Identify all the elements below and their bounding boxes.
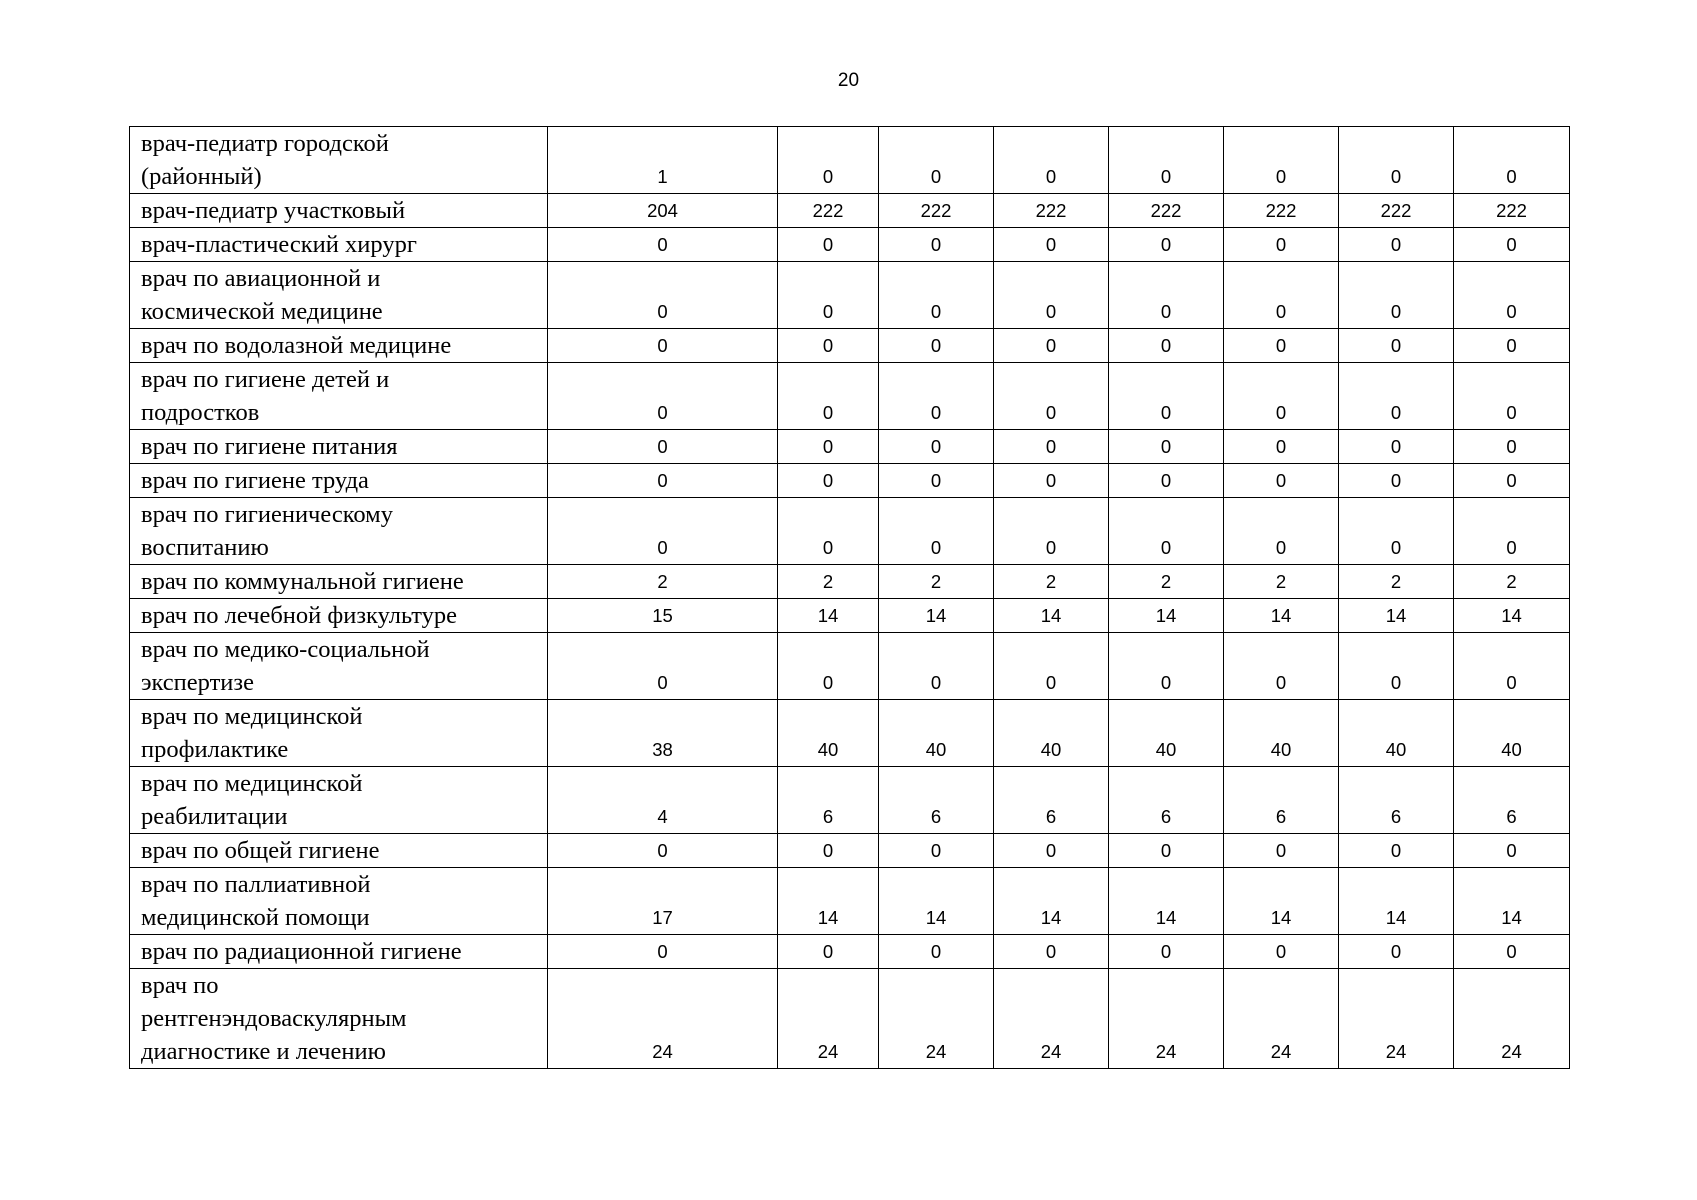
position-name-cell — [130, 363, 548, 430]
value-cell: 0 — [994, 834, 1109, 868]
value-cell: 0 — [1454, 633, 1570, 700]
value-cell: 0 — [1339, 430, 1454, 464]
value-cell: 0 — [879, 363, 994, 430]
value-cell: 0 — [548, 935, 778, 969]
table-row — [130, 834, 1570, 868]
value-cell: 0 — [548, 363, 778, 430]
value-cell: 6 — [1454, 767, 1570, 834]
value-cell: 6 — [778, 767, 879, 834]
value-cell: 0 — [1109, 363, 1224, 430]
value-cell: 4 — [548, 767, 778, 834]
value-cell: 0 — [1454, 935, 1570, 969]
value-cell: 0 — [994, 363, 1109, 430]
table-row — [130, 194, 1570, 228]
value-cell: 0 — [1454, 498, 1570, 565]
value-cell: 0 — [1224, 127, 1339, 194]
table-row — [130, 127, 1570, 194]
value-cell: 24 — [879, 969, 994, 1069]
value-cell: 14 — [879, 868, 994, 935]
table-row — [130, 700, 1570, 767]
value-cell: 14 — [1224, 868, 1339, 935]
value-cell: 0 — [879, 464, 994, 498]
value-cell: 6 — [1224, 767, 1339, 834]
table-row — [130, 599, 1570, 633]
value-cell: 40 — [1109, 700, 1224, 767]
value-cell: 40 — [1454, 700, 1570, 767]
value-cell: 0 — [1224, 935, 1339, 969]
value-cell: 0 — [1339, 498, 1454, 565]
value-cell: 0 — [778, 464, 879, 498]
position-name-cell — [130, 969, 548, 1069]
position-name-cell — [130, 935, 548, 969]
value-cell: 24 — [1454, 969, 1570, 1069]
value-cell: 0 — [1339, 127, 1454, 194]
position-name-line: профилактике — [141, 736, 289, 763]
value-cell: 0 — [994, 464, 1109, 498]
value-cell: 2 — [778, 565, 879, 599]
value-cell: 24 — [1339, 969, 1454, 1069]
value-cell: 0 — [1454, 363, 1570, 430]
table-row — [130, 262, 1570, 329]
value-cell: 2 — [879, 565, 994, 599]
value-cell: 0 — [1109, 329, 1224, 363]
value-cell: 14 — [1454, 599, 1570, 633]
value-cell: 14 — [1109, 868, 1224, 935]
position-name-line: врач по гигиене труда — [141, 467, 369, 494]
value-cell: 2 — [994, 565, 1109, 599]
value-cell: 0 — [1454, 464, 1570, 498]
position-name-line: экспертизе — [141, 669, 254, 696]
value-cell: 14 — [1454, 868, 1570, 935]
value-cell: 0 — [1109, 633, 1224, 700]
position-name-cell — [130, 767, 548, 834]
value-cell: 204 — [548, 194, 778, 228]
value-cell: 0 — [1339, 228, 1454, 262]
value-cell: 24 — [548, 969, 778, 1069]
value-cell: 0 — [548, 498, 778, 565]
position-name-cell — [130, 194, 548, 228]
position-name-line: врач по гигиене питания — [141, 433, 398, 460]
value-cell: 0 — [1339, 262, 1454, 329]
table-row — [130, 767, 1570, 834]
value-cell: 0 — [1224, 498, 1339, 565]
value-cell: 0 — [1224, 329, 1339, 363]
value-cell: 0 — [994, 633, 1109, 700]
value-cell: 0 — [778, 262, 879, 329]
value-cell: 0 — [879, 262, 994, 329]
value-cell: 14 — [1109, 599, 1224, 633]
value-cell: 14 — [778, 599, 879, 633]
position-name-line: рентгенэндоваскулярным — [141, 1005, 407, 1032]
value-cell: 0 — [994, 498, 1109, 565]
value-cell: 0 — [548, 262, 778, 329]
table-body — [130, 127, 1570, 1069]
value-cell: 0 — [1109, 834, 1224, 868]
value-cell: 222 — [1109, 194, 1224, 228]
position-name-line: врач по паллиативной — [141, 871, 371, 898]
value-cell: 0 — [778, 430, 879, 464]
value-cell: 38 — [548, 700, 778, 767]
value-cell: 0 — [548, 633, 778, 700]
value-cell: 0 — [879, 834, 994, 868]
value-cell: 40 — [778, 700, 879, 767]
value-cell: 24 — [1109, 969, 1224, 1069]
value-cell: 0 — [879, 228, 994, 262]
table-row — [130, 935, 1570, 969]
value-cell: 0 — [1454, 228, 1570, 262]
position-name-cell — [130, 464, 548, 498]
position-name-cell — [130, 700, 548, 767]
position-name-line: врач по медико-социальной — [141, 636, 430, 663]
position-name-line: врач по водолазной медицине — [141, 332, 452, 359]
value-cell: 0 — [1339, 464, 1454, 498]
position-name-line: врач по — [141, 972, 219, 999]
value-cell: 222 — [1454, 194, 1570, 228]
position-name-line: космической медицине — [141, 298, 383, 325]
value-cell: 0 — [1339, 363, 1454, 430]
value-cell: 2 — [1109, 565, 1224, 599]
position-name-cell — [130, 633, 548, 700]
position-name-line: врач по гигиене детей и — [141, 366, 390, 393]
value-cell: 0 — [879, 633, 994, 700]
position-name-line: врач по коммунальной гигиене — [141, 568, 464, 595]
value-cell: 14 — [1224, 599, 1339, 633]
value-cell: 0 — [1109, 935, 1224, 969]
value-cell: 0 — [994, 329, 1109, 363]
position-name-cell — [130, 430, 548, 464]
table-row — [130, 228, 1570, 262]
value-cell: 0 — [548, 329, 778, 363]
value-cell: 17 — [548, 868, 778, 935]
value-cell: 0 — [778, 329, 879, 363]
value-cell: 0 — [1109, 228, 1224, 262]
value-cell: 24 — [1224, 969, 1339, 1069]
value-cell: 0 — [778, 834, 879, 868]
value-cell: 6 — [879, 767, 994, 834]
position-name-line: воспитанию — [141, 534, 269, 561]
position-name-cell — [130, 262, 548, 329]
position-name-line: врач-пластический хирург — [141, 231, 417, 258]
value-cell: 0 — [1224, 633, 1339, 700]
value-cell: 0 — [994, 228, 1109, 262]
value-cell: 0 — [1454, 329, 1570, 363]
position-name-line: врач по авиационной и — [141, 265, 381, 292]
value-cell: 0 — [994, 935, 1109, 969]
position-name-cell — [130, 834, 548, 868]
value-cell: 14 — [994, 868, 1109, 935]
value-cell: 0 — [778, 935, 879, 969]
value-cell: 0 — [1454, 834, 1570, 868]
value-cell: 15 — [548, 599, 778, 633]
position-name-cell — [130, 127, 548, 194]
value-cell: 0 — [1109, 498, 1224, 565]
value-cell: 2 — [548, 565, 778, 599]
position-name-line: подростков — [141, 399, 260, 426]
value-cell: 0 — [548, 228, 778, 262]
position-name-line: врач по радиационной гигиене — [141, 938, 462, 965]
value-cell: 0 — [879, 498, 994, 565]
value-cell: 0 — [1109, 127, 1224, 194]
value-cell: 6 — [1339, 767, 1454, 834]
value-cell: 14 — [994, 599, 1109, 633]
value-cell: 0 — [1224, 262, 1339, 329]
value-cell: 6 — [994, 767, 1109, 834]
value-cell: 24 — [994, 969, 1109, 1069]
position-name-line: врач по гигиеническому — [141, 501, 393, 528]
value-cell: 0 — [778, 498, 879, 565]
table-row — [130, 969, 1570, 1069]
position-name-cell — [130, 329, 548, 363]
value-cell: 0 — [778, 127, 879, 194]
value-cell: 24 — [778, 969, 879, 1069]
value-cell: 40 — [1224, 700, 1339, 767]
value-cell: 40 — [1339, 700, 1454, 767]
value-cell: 14 — [1339, 599, 1454, 633]
value-cell: 0 — [778, 633, 879, 700]
value-cell: 0 — [1454, 430, 1570, 464]
value-cell: 222 — [778, 194, 879, 228]
value-cell: 6 — [1109, 767, 1224, 834]
value-cell: 0 — [1109, 430, 1224, 464]
position-name-line: врач по лечебной физкультуре — [141, 602, 458, 629]
position-name-line: врач по медицинской — [141, 703, 363, 730]
value-cell: 0 — [879, 329, 994, 363]
value-cell: 0 — [1224, 430, 1339, 464]
table-row — [130, 498, 1570, 565]
value-cell: 222 — [879, 194, 994, 228]
table-row — [130, 565, 1570, 599]
table-row — [130, 363, 1570, 430]
value-cell: 0 — [1109, 464, 1224, 498]
table-row — [130, 430, 1570, 464]
value-cell: 0 — [1224, 363, 1339, 430]
value-cell: 2 — [1224, 565, 1339, 599]
value-cell: 2 — [1454, 565, 1570, 599]
table-row — [130, 633, 1570, 700]
value-cell: 222 — [1224, 194, 1339, 228]
value-cell: 0 — [548, 464, 778, 498]
position-name-line: врач по общей гигиене — [141, 837, 380, 864]
value-cell: 14 — [1339, 868, 1454, 935]
value-cell: 0 — [778, 363, 879, 430]
value-cell: 0 — [1339, 834, 1454, 868]
value-cell: 0 — [994, 262, 1109, 329]
value-cell: 0 — [879, 127, 994, 194]
table-row — [130, 464, 1570, 498]
position-name-line: медицинской помощи — [141, 904, 370, 931]
value-cell: 0 — [1454, 127, 1570, 194]
staffing-table — [129, 126, 1570, 1069]
value-cell: 40 — [879, 700, 994, 767]
value-cell: 0 — [548, 834, 778, 868]
table-row — [130, 329, 1570, 363]
value-cell: 0 — [1339, 329, 1454, 363]
value-cell: 0 — [1339, 633, 1454, 700]
position-name-cell — [130, 599, 548, 633]
value-cell: 0 — [1109, 262, 1224, 329]
value-cell: 2 — [1339, 565, 1454, 599]
position-name-line: врач по медицинской — [141, 770, 363, 797]
position-name-line: врач-педиатр городской — [141, 130, 389, 157]
value-cell: 1 — [548, 127, 778, 194]
value-cell: 0 — [994, 430, 1109, 464]
position-name-cell — [130, 498, 548, 565]
value-cell: 222 — [994, 194, 1109, 228]
value-cell: 0 — [1224, 834, 1339, 868]
value-cell: 40 — [994, 700, 1109, 767]
value-cell: 14 — [778, 868, 879, 935]
value-cell: 14 — [879, 599, 994, 633]
position-name-line: реабилитации — [141, 803, 288, 830]
value-cell: 0 — [879, 430, 994, 464]
value-cell: 0 — [1339, 935, 1454, 969]
value-cell: 0 — [994, 127, 1109, 194]
value-cell: 222 — [1339, 194, 1454, 228]
value-cell: 0 — [548, 430, 778, 464]
value-cell: 0 — [1224, 464, 1339, 498]
table-row — [130, 868, 1570, 935]
value-cell: 0 — [778, 228, 879, 262]
page-number: 20 — [837, 70, 860, 91]
position-name-cell — [130, 565, 548, 599]
value-cell: 0 — [879, 935, 994, 969]
value-cell: 0 — [1454, 262, 1570, 329]
position-name-cell — [130, 228, 548, 262]
value-cell: 0 — [1224, 228, 1339, 262]
position-name-line: врач-педиатр участковый — [141, 197, 406, 224]
position-name-cell — [130, 868, 548, 935]
position-name-line: диагностике и лечению — [141, 1038, 386, 1065]
position-name-line: (районный) — [141, 163, 262, 190]
